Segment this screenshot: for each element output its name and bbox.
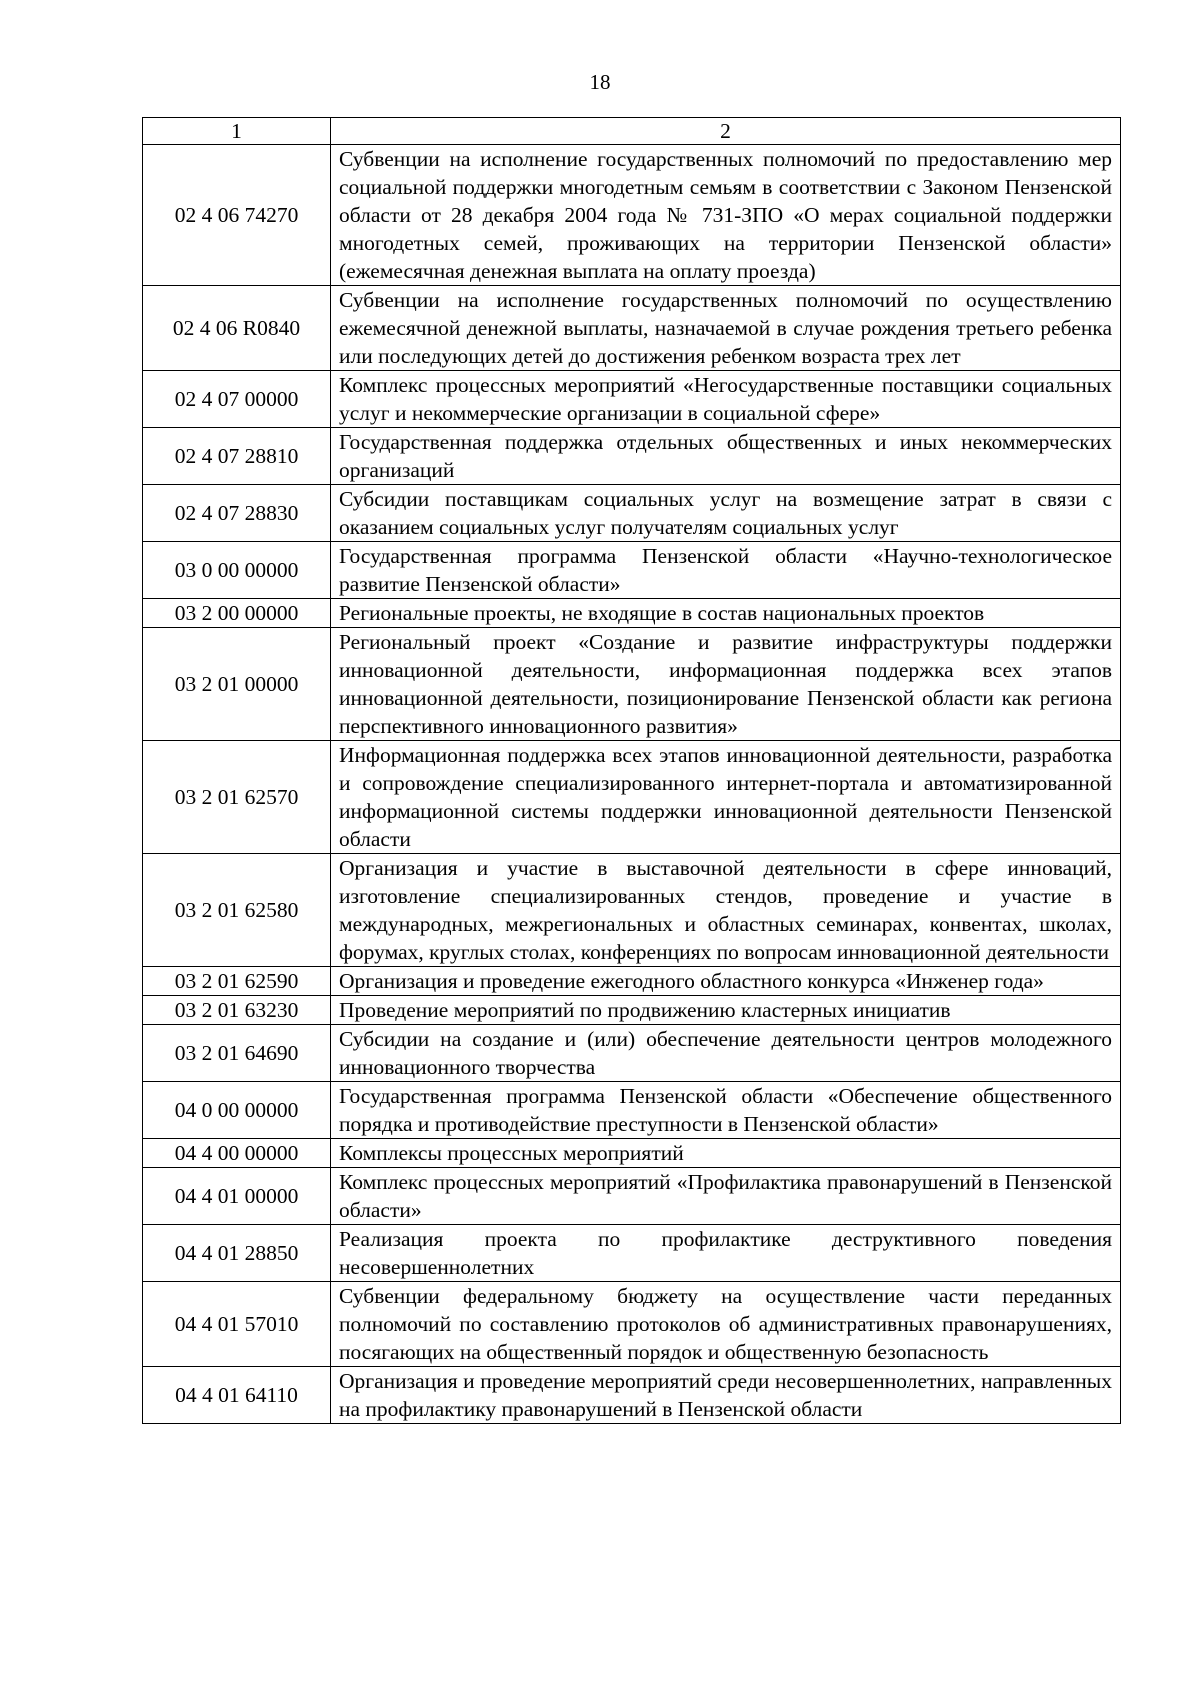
budget-code: 04 4 01 64110: [143, 1367, 331, 1424]
description: Информационная поддержка всех этапов инновационной деятельности, разработка и сопровождение специализированного интернет-портала и автоматизированной информационной системы поддержки инновационной деятельности Пензенской области: [331, 741, 1121, 854]
table-row: [143, 996, 1121, 1025]
table-row: [143, 485, 1121, 542]
budget-code: 03 2 01 62590: [143, 967, 331, 996]
description: Региональные проекты, не входящие в состав национальных проектов: [331, 599, 1121, 628]
table-row: [143, 1367, 1121, 1424]
budget-code: 03 2 01 62570: [143, 741, 331, 854]
table-row: [143, 1139, 1121, 1168]
table-row: [143, 967, 1121, 996]
budget-code: 03 2 01 00000: [143, 628, 331, 741]
table-row: [143, 1282, 1121, 1367]
description: Государственная программа Пензенской области «Научно-технологическое развитие Пензенской области»: [331, 542, 1121, 599]
budget-code: 04 4 01 28850: [143, 1225, 331, 1282]
description: Региональный проект «Создание и развитие инфраструктуры поддержки инновационной деятельности, информационная поддержка всех этапов инновационной деятельности, позиционирование Пензенской области как региона перспективного инновационного развития»: [331, 628, 1121, 741]
budget-code: 02 4 07 00000: [143, 371, 331, 428]
budget-code: 03 2 00 00000: [143, 599, 331, 628]
description: Реализация проекта по профилактике деструктивного поведения несовершеннолетних: [331, 1225, 1121, 1282]
budget-code: 04 0 00 00000: [143, 1082, 331, 1139]
table-row: [143, 628, 1121, 741]
budget-code: 03 2 01 64690: [143, 1025, 331, 1082]
description: Комплекс процессных мероприятий «Негосударственные поставщики социальных услуг и некоммерческие организации в социальной сфере»: [331, 371, 1121, 428]
budget-code: 02 4 07 28830: [143, 485, 331, 542]
budget-code: 03 2 01 63230: [143, 996, 331, 1025]
budget-code-table: [142, 117, 1121, 1424]
column-header-description: 2: [331, 118, 1121, 145]
description: Организация и участие в выставочной деятельности в сфере инноваций, изготовление специализированных стендов, проведение и участие в международных, межрегиональных и областных семинарах, конвентах, школах, форумах, круглых столах, конференциях по вопросам инновационной деятельности: [331, 854, 1121, 967]
column-header-code: 1: [143, 118, 331, 145]
description: Субсидии на создание и (или) обеспечение деятельности центров молодежного инновационного творчества: [331, 1025, 1121, 1082]
description: Государственная программа Пензенской области «Обеспечение общественного порядка и противодействие преступности в Пензенской области»: [331, 1082, 1121, 1139]
description: Комплексы процессных мероприятий: [331, 1139, 1121, 1168]
table-row: [143, 428, 1121, 485]
description: Организация и проведение ежегодного областного конкурса «Инженер года»: [331, 967, 1121, 996]
description: Субвенции на исполнение государственных полномочий по осуществлению ежемесячной денежной выплаты, назначаемой в случае рождения третьего ребенка или последующих детей до достижения ребенком возраста трех лет: [331, 286, 1121, 371]
budget-code: 03 0 00 00000: [143, 542, 331, 599]
description: Проведение мероприятий по продвижению кластерных инициатив: [331, 996, 1121, 1025]
table-row: [143, 371, 1121, 428]
budget-code: 04 4 01 57010: [143, 1282, 331, 1367]
table-row: [143, 1168, 1121, 1225]
description: Государственная поддержка отдельных общественных и иных некоммерческих организаций: [331, 428, 1121, 485]
budget-code: 04 4 01 00000: [143, 1168, 331, 1225]
budget-code: 02 4 06 74270: [143, 145, 331, 286]
budget-code: 04 4 00 00000: [143, 1139, 331, 1168]
table-row: [143, 542, 1121, 599]
table-row: [143, 286, 1121, 371]
table-row: [143, 1025, 1121, 1082]
table-row: [143, 145, 1121, 286]
description: Субвенции на исполнение государственных полномочий по предоставлению мер социальной поддержки многодетным семьям в соответствии с Законом Пензенской области от 28 декабря 2004 года № 731-ЗПО «О мерах социальной поддержки многодетных семей, проживающих на территории Пензенской области» (ежемесячная денежная выплата на оплату проезда): [331, 145, 1121, 286]
description: Комплекс процессных мероприятий «Профилактика правонарушений в Пензенской области»: [331, 1168, 1121, 1225]
budget-code: 02 4 07 28810: [143, 428, 331, 485]
description: Организация и проведение мероприятий среди несовершеннолетних, направленных на профилактику правонарушений в Пензенской области: [331, 1367, 1121, 1424]
table-row: [143, 1225, 1121, 1282]
page-number: 18: [589, 70, 611, 94]
table-header-row: [143, 118, 1121, 145]
description: Субсидии поставщикам социальных услуг на возмещение затрат в связи с оказанием социальных услуг получателям социальных услуг: [331, 485, 1121, 542]
budget-code: 02 4 06 R0840: [143, 286, 331, 371]
table-row: [143, 599, 1121, 628]
table-row: [143, 1082, 1121, 1139]
table-row: [143, 854, 1121, 967]
budget-code: 03 2 01 62580: [143, 854, 331, 967]
table-row: [143, 741, 1121, 854]
description: Субвенции федеральному бюджету на осуществление части переданных полномочий по составлению протоколов об административных правонарушениях, посягающих на общественный порядок и общественную безопасность: [331, 1282, 1121, 1367]
